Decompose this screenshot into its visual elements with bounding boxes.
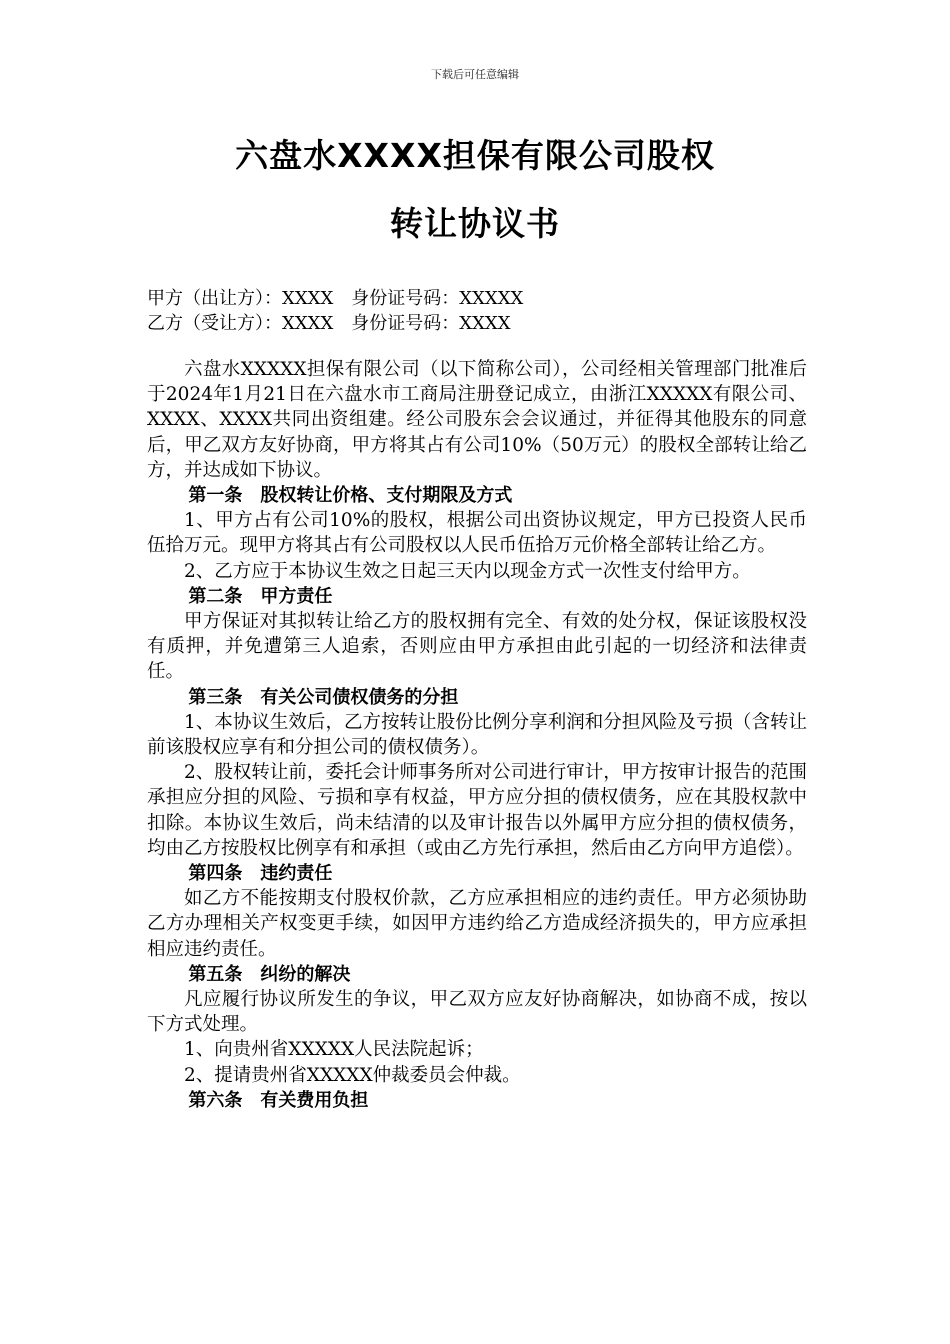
agreement-body	[147, 357, 807, 1113]
section-4-heading: 第四条 违约责任	[188, 863, 333, 885]
section-1-heading: 第一条 股权转让价格、支付期限及方式	[188, 485, 513, 507]
party-b-line: 乙方（受让方）：XXXX 身份证号码：XXXX	[147, 313, 511, 334]
section-5-clause-2: 1、向贵州省XXXXX人民法院起诉；	[184, 1039, 484, 1061]
intro-paragraph: 六盘水XXXXX担保有限公司（以下简称公司），公司经相关管理部门批准后于2024年1月21日在六盘水市工商局注册登记成立，由浙江XXXXX有限公司、XXXX、XXXX共同出资组建。经公司股东会会议通过，并征得其他股东的同意后，甲乙双方友好协商，甲方将其占有公司10%（50万元）的股权全部转让给乙方，并达成如下协议。	[147, 359, 807, 481]
section-5-heading: 第五条 纠纷的解决	[188, 963, 351, 985]
section-3-clause-1: 1、本协议生效后，乙方按转让股份比例分享利润和分担风险及亏损（含转让前该股权应享有和分担公司的债权债务）。	[147, 711, 807, 759]
section-1-clause-2: 2、乙方应于本协议生效之日起三天内以现金方式一次性支付给甲方。	[184, 560, 751, 582]
section-2-clause-1: 甲方保证对其拟转让给乙方的股权拥有完全、有效的处分权，保证该股权没有质押，并免遭第三人追索，否则应由甲方承担由此引起的一切经济和法律责任。	[147, 611, 807, 683]
document-subtitle: 转让协议书	[390, 204, 560, 243]
section-3-clause-2: 2、股权转让前，委托会计师事务所对公司进行审计，甲方按审计报告的范围承担应分担的风险、亏损和享有权益，甲方应分担的债权债务，应在其股权款中扣除。本协议生效后，尚未结清的以及审计报告以外属甲方应分担的债权债务，均由乙方按股权比例享有和承担（或由乙方先行承担，然后由乙方向甲方追偿）。	[147, 762, 807, 859]
section-5-clause-3: 2、提请贵州省XXXXX仲裁委员会仲裁。	[184, 1064, 521, 1086]
document-title: 六盘水XXXX担保有限公司股权	[235, 136, 715, 175]
section-2-heading: 第二条 甲方责任	[188, 585, 333, 607]
header-note: 下载后可任意编辑	[431, 68, 519, 81]
party-a-line: 甲方（出让方）：XXXX 身份证号码：XXXXX	[147, 288, 524, 309]
section-3-heading: 第三条 有关公司债权债务的分担	[188, 686, 459, 708]
section-6-heading: 第六条 有关费用负担	[188, 1089, 369, 1111]
section-1-clause-1: 1、甲方占有公司10%的股权，根据公司出资协议规定，甲方已投资人民币伍拾万元。现甲方将其占有公司股权以人民币伍拾万元价格全部转让给乙方。	[147, 510, 807, 557]
parties-block	[147, 286, 817, 336]
section-4-clause-1: 如乙方不能按期支付股权价款，乙方应承担相应的违约责任。甲方必须协助乙方办理相关产权变更手续，如因甲方违约给乙方造成经济损失的，甲方应承担相应违约责任。	[147, 888, 807, 960]
section-5-clause-1: 凡应履行协议所发生的争议，甲乙双方应友好协商解决，如协商不成，按以下方式处理。	[147, 989, 807, 1036]
